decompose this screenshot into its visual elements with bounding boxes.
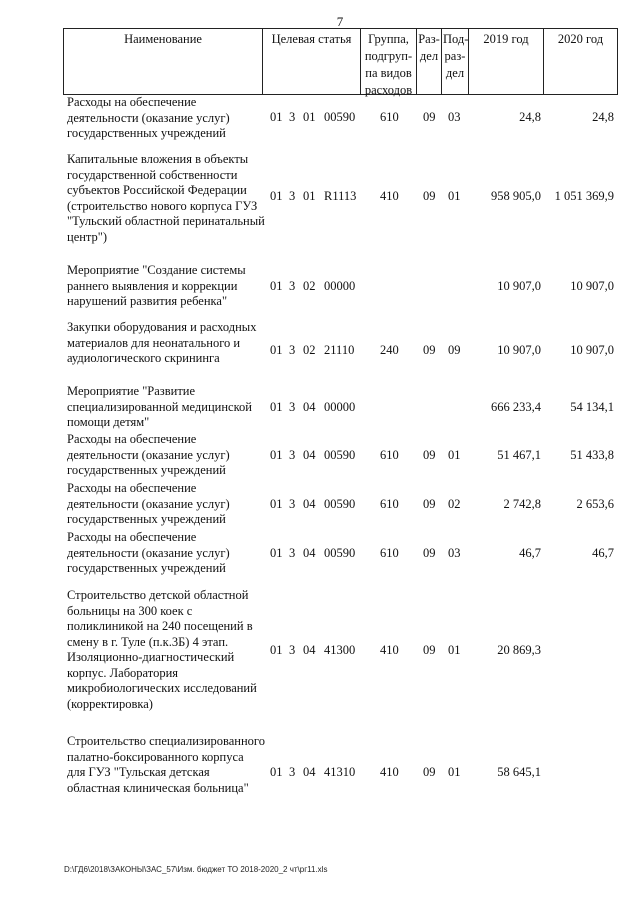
row-code-1: 01	[270, 643, 283, 657]
row-code-4: R1113	[324, 189, 357, 203]
row-group: 610	[380, 497, 399, 511]
row-razdel: 09	[423, 643, 436, 657]
header-podrazdel: Под-раз-дел	[441, 28, 468, 95]
row-code-1: 01	[270, 110, 283, 124]
row-code-2: 3	[289, 189, 296, 203]
row-podrazdel: 01	[448, 643, 461, 657]
row-2020: 24,8	[592, 110, 614, 124]
header-name: Наименование	[63, 28, 262, 95]
row-name: Закупки оборудования и расходных материалов для неонатального и аудиологического скрининга	[67, 320, 257, 365]
row-group: 240	[380, 343, 399, 357]
row-razdel: 09	[423, 765, 436, 779]
row-code-2: 3	[289, 497, 296, 511]
row-code-1: 01	[270, 400, 283, 414]
row-2020: 46,7	[592, 546, 614, 560]
table-row	[0, 530, 640, 578]
row-2020: 1 051 369,9	[554, 189, 614, 203]
row-code-1: 01	[270, 497, 283, 511]
row-razdel: 09	[423, 189, 436, 203]
row-2019: 10 907,0	[497, 279, 541, 293]
table-row	[0, 95, 640, 143]
table-row	[0, 481, 640, 529]
row-code-4: 41300	[324, 643, 356, 657]
header-razdel: Раз-дел	[416, 28, 441, 95]
row-code-3: 04	[303, 497, 316, 511]
row-2019: 958 905,0	[491, 189, 541, 203]
row-group: 610	[380, 448, 399, 462]
row-group: 410	[380, 643, 399, 657]
row-2019: 20 869,3	[497, 643, 541, 657]
row-name: Расходы на обеспечение деятельности (оказание услуг) государственных учреждений	[67, 432, 230, 477]
row-code-1: 01	[270, 279, 283, 293]
row-podrazdel: 01	[448, 189, 461, 203]
row-razdel: 09	[423, 448, 436, 462]
row-2019: 46,7	[519, 546, 541, 560]
row-code-3: 02	[303, 343, 316, 357]
row-code-4: 21110	[324, 343, 355, 357]
header-group: Группа, подгруп-па видов расходов	[360, 28, 416, 95]
table-row	[0, 152, 640, 247]
table-row	[0, 734, 640, 829]
row-2019: 666 233,4	[491, 400, 541, 414]
row-code-2: 3	[289, 546, 296, 560]
row-code-4: 00590	[324, 448, 356, 462]
row-code-2: 3	[289, 343, 296, 357]
row-name: Мероприятие "Развитие специализированной медицинской помощи детям"	[67, 384, 252, 429]
table-row	[0, 384, 640, 432]
row-podrazdel: 01	[448, 448, 461, 462]
row-group: 410	[380, 765, 399, 779]
table-row	[0, 432, 640, 480]
row-code-3: 02	[303, 279, 316, 293]
row-name: Мероприятие "Создание системы раннего выявления и коррекции нарушений развития ребенка"	[67, 263, 246, 308]
table-row	[0, 588, 640, 718]
row-2019: 10 907,0	[497, 343, 541, 357]
row-podrazdel: 09	[448, 343, 461, 357]
row-2020: 51 433,8	[570, 448, 614, 462]
row-code-4: 00590	[324, 497, 356, 511]
row-2020: 10 907,0	[570, 279, 614, 293]
row-group: 610	[380, 546, 399, 560]
row-code-4: 00590	[324, 110, 356, 124]
row-code-2: 3	[289, 765, 296, 779]
row-name: Строительство детской областной больницы на 300 коек с поликлиникой на 240 посещений в смену в г. Туле (п.к.3Б) 4 этап. Изоляционно-диагностический корпус. Лаборатория микробиологических исследований (корректировка)	[67, 588, 257, 711]
row-razdel: 09	[423, 497, 436, 511]
row-code-2: 3	[289, 400, 296, 414]
table-row	[0, 263, 640, 313]
row-code-4: 00000	[324, 279, 356, 293]
row-code-3: 04	[303, 448, 316, 462]
row-2019: 51 467,1	[497, 448, 541, 462]
row-2020: 54 134,1	[570, 400, 614, 414]
row-code-4: 00000	[324, 400, 356, 414]
row-code-3: 04	[303, 400, 316, 414]
row-2019: 24,8	[519, 110, 541, 124]
row-code-2: 3	[289, 448, 296, 462]
row-code-4: 00590	[324, 546, 356, 560]
row-2020: 2 653,6	[576, 497, 614, 511]
row-name: Расходы на обеспечение деятельности (оказание услуг) государственных учреждений	[67, 481, 230, 526]
row-code-3: 01	[303, 189, 316, 203]
header-2020: 2020 год	[543, 28, 618, 95]
row-code-1: 01	[270, 343, 283, 357]
row-podrazdel: 03	[448, 110, 461, 124]
page-number: 7	[336, 14, 344, 29]
row-code-2: 3	[289, 643, 296, 657]
row-code-1: 01	[270, 546, 283, 560]
row-podrazdel: 01	[448, 765, 461, 779]
row-code-2: 3	[289, 110, 296, 124]
row-code-4: 41310	[324, 765, 356, 779]
row-name: Расходы на обеспечение деятельности (оказание услуг) государственных учреждений	[67, 530, 230, 575]
table-row	[0, 320, 640, 384]
row-name: Капитальные вложения в объекты государственной собственности субъектов Российской Федерации (строительство нового корпуса ГУЗ "Тульский областной перинатальный центр")	[67, 152, 265, 244]
header-target: Целевая статья	[262, 28, 360, 95]
row-name: Строительство специализированного палатно-боксированного корпуса для ГУЗ "Тульская детская областная клиническая больница"	[67, 734, 265, 795]
row-razdel: 09	[423, 343, 436, 357]
row-2019: 2 742,8	[503, 497, 541, 511]
row-2019: 58 645,1	[497, 765, 541, 779]
row-code-3: 04	[303, 546, 316, 560]
row-group: 410	[380, 189, 399, 203]
row-podrazdel: 02	[448, 497, 461, 511]
row-razdel: 09	[423, 546, 436, 560]
row-2020: 10 907,0	[570, 343, 614, 357]
row-code-2: 3	[289, 279, 296, 293]
row-podrazdel: 03	[448, 546, 461, 560]
row-code-1: 01	[270, 189, 283, 203]
row-code-3: 04	[303, 643, 316, 657]
row-razdel: 09	[423, 110, 436, 124]
row-name: Расходы на обеспечение деятельности (оказание услуг) государственных учреждений	[67, 95, 230, 140]
row-group: 610	[380, 110, 399, 124]
header-2019: 2019 год	[468, 28, 543, 95]
file-path-footer: D:\ГД6\2018\ЗАКОНЫ\ЗАС_57\Изм. бюджет ТО 2018-2020_2 чт\рг11.xls	[64, 865, 328, 874]
table-header	[63, 28, 618, 95]
row-code-3: 01	[303, 110, 316, 124]
row-code-3: 04	[303, 765, 316, 779]
row-code-1: 01	[270, 765, 283, 779]
row-code-1: 01	[270, 448, 283, 462]
